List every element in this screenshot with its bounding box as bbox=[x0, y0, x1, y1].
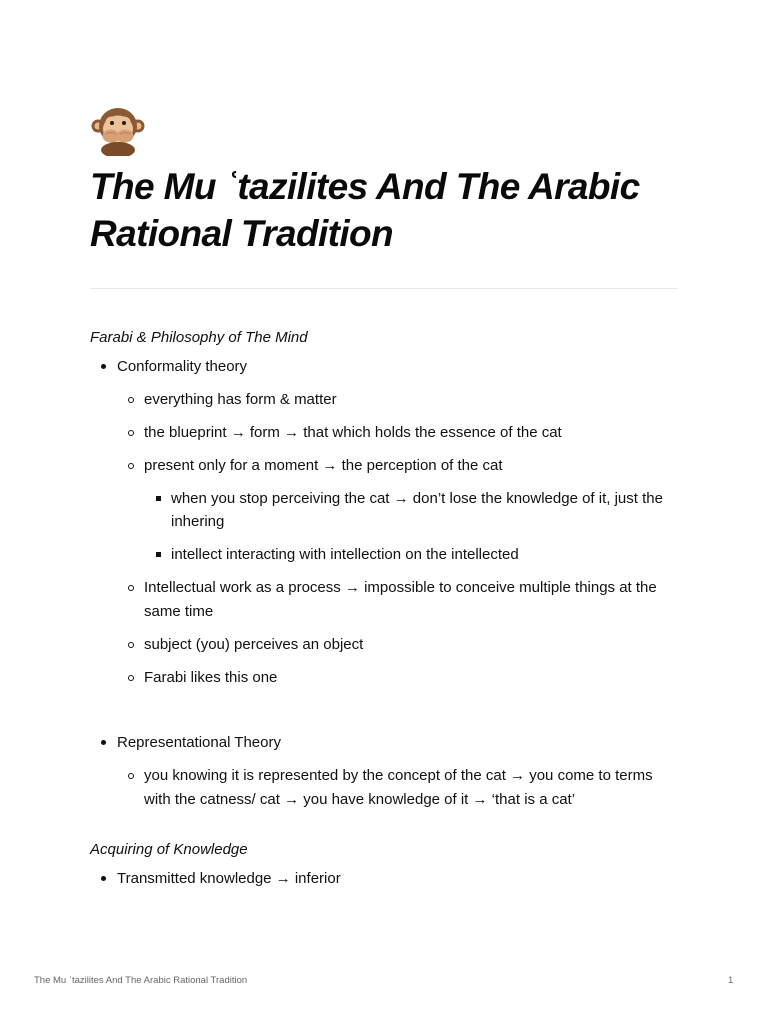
list-item-text: Representational Theory bbox=[117, 734, 281, 751]
bullet-list bbox=[90, 867, 678, 891]
list-item-text: you knowing it is represented by the concept of the cat → you come to terms with the catness/ cat → you have knowledge of it → ‘that is a cat’ bbox=[144, 767, 653, 808]
page-number: 1 bbox=[728, 975, 734, 986]
page-title: The Mu ʿtazilites And The Arabic Rational Tradition bbox=[90, 166, 640, 254]
list-item-text: everything has form & matter bbox=[144, 390, 337, 408]
list-item bbox=[90, 731, 678, 811]
document-body bbox=[90, 322, 678, 900]
list-item bbox=[117, 576, 678, 623]
list-item-text: when you stop perceiving the cat → don’t lose the knowledge of it, just the inhering bbox=[171, 489, 663, 530]
list-item-text: subject (you) perceives an object bbox=[144, 635, 364, 653]
list-item-text: present only for a moment → the perception of the cat bbox=[144, 456, 503, 474]
list-item bbox=[144, 543, 678, 567]
list-item bbox=[117, 633, 678, 657]
section-farabi bbox=[90, 326, 678, 811]
list-item bbox=[117, 388, 678, 412]
list-item-text: Farabi likes this one bbox=[144, 668, 278, 686]
list-item bbox=[90, 867, 678, 891]
sub-list bbox=[117, 764, 678, 811]
see-no-evil-monkey-icon bbox=[90, 104, 146, 156]
section-acquiring-knowledge bbox=[90, 838, 678, 890]
footer-title: The Mu ʿtazilites And The Arabic Rational Tradition bbox=[34, 975, 248, 986]
list-item-text: intellect interacting with intellection on the intellected bbox=[171, 546, 519, 563]
list-item-text: Intellectual work as a process → impossible to conceive multiple things at the same time bbox=[144, 579, 657, 620]
list-item bbox=[90, 355, 678, 690]
list-item-text: the blueprint → form → that which holds the essence of the cat bbox=[144, 423, 562, 441]
list-item bbox=[117, 666, 678, 690]
list-item bbox=[144, 487, 678, 534]
list-item bbox=[117, 764, 678, 811]
list-item-text: Conformality theory bbox=[117, 357, 248, 375]
section-heading: Acquiring of Knowledge bbox=[90, 841, 248, 858]
sub-sub-list bbox=[144, 487, 678, 567]
title-divider bbox=[90, 288, 678, 289]
list-item bbox=[117, 454, 678, 567]
list-item bbox=[117, 421, 678, 445]
list-item-text: Transmitted knowledge → inferior bbox=[117, 869, 341, 887]
sub-list bbox=[117, 388, 678, 690]
bullet-list bbox=[90, 355, 678, 812]
section-heading: Farabi & Philosophy of The Mind bbox=[90, 329, 308, 346]
